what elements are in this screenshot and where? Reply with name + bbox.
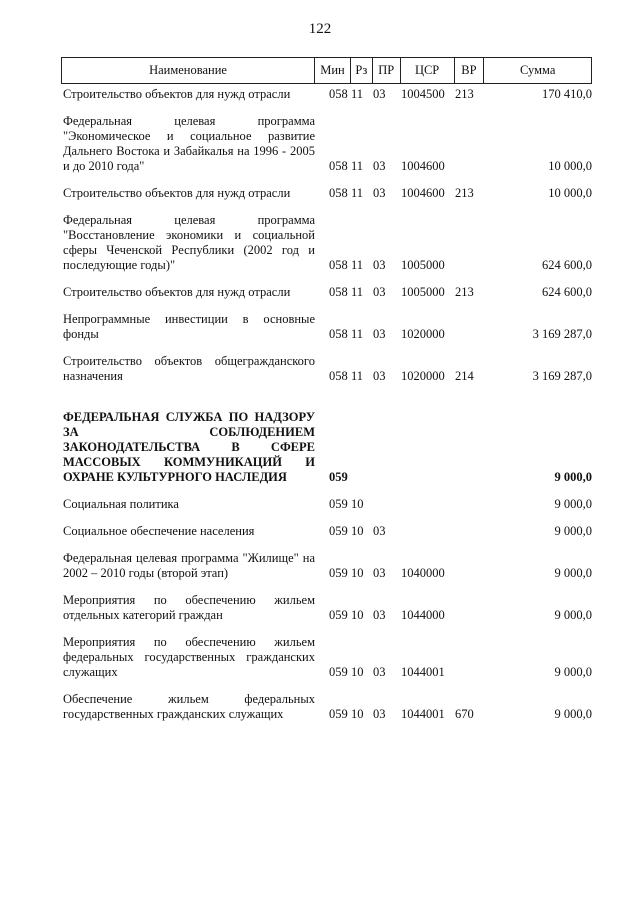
cell-name: Федеральная целевая программа "Восстановление экономики и социальной сферы Чеченской Республики (2002 год и последующие годы)": [63, 213, 315, 272]
cell-name: Обеспечение жильем федеральных государственных гражданских служащих: [63, 692, 315, 721]
header-rz: Рз: [351, 58, 373, 83]
cell-name: Непрограммные инвестиции в основные фонды: [63, 312, 315, 341]
cell-pr: 03: [373, 608, 386, 622]
cell-rz: 11: [351, 369, 364, 383]
cell-pr: 03: [373, 327, 386, 341]
cell-csr: 1044001: [401, 665, 445, 679]
section-gap: [61, 396, 592, 410]
cell-rz: 10: [351, 497, 364, 511]
cell-sum: 10 000,0: [548, 186, 592, 200]
cell-vr: 670: [455, 707, 474, 721]
cell-pr: 03: [373, 369, 386, 383]
cell-sum: 9 000,0: [554, 470, 592, 484]
cell-rz: 11: [351, 186, 364, 200]
header-min: Мин: [315, 58, 351, 83]
cell-min: 058: [329, 186, 348, 200]
cell-name: Мероприятия по обеспечению жильем федеральных государственных гражданских служащих: [63, 635, 315, 679]
header-sum: Сумма: [519, 63, 556, 77]
table-row-section-heading: [61, 410, 592, 485]
header-name: Наименование: [62, 58, 315, 83]
cell-sum: 9 000,0: [554, 707, 592, 721]
table-row: [61, 186, 592, 201]
cell-pr: 03: [373, 524, 386, 538]
cell-csr: 1044001: [401, 707, 445, 721]
cell-pr: 03: [373, 665, 386, 679]
table-row: [61, 593, 592, 623]
table-row: [61, 497, 592, 512]
cell-rz: 10: [351, 524, 364, 538]
table-row: [61, 635, 592, 680]
cell-sum: 9 000,0: [554, 566, 592, 580]
table-row: [61, 354, 592, 384]
header-vr: ВР: [455, 58, 485, 83]
page-number: 122: [308, 21, 332, 37]
cell-sum: 10 000,0: [548, 159, 592, 173]
cell-pr: 03: [373, 87, 386, 101]
cell-name: Мероприятия по обеспечению жильем отдельных категорий граждан: [63, 593, 315, 622]
cell-pr: 03: [373, 566, 386, 580]
cell-sum: 170 410,0: [542, 87, 592, 101]
cell-rz: 11: [351, 285, 364, 299]
cell-min: 058: [329, 87, 348, 101]
cell-sum: 9 000,0: [554, 608, 592, 622]
cell-sum: 9 000,0: [554, 524, 592, 538]
cell-rz: 10: [351, 566, 364, 580]
cell-min: 059: [329, 707, 348, 721]
cell-rz: 10: [351, 707, 364, 721]
cell-sum: 3 169 287,0: [532, 327, 592, 341]
cell-name: Социальное обеспечение населения: [63, 524, 255, 538]
cell-csr: 1020000: [401, 369, 445, 383]
table-row: [61, 213, 592, 273]
cell-rz: 10: [351, 608, 364, 622]
cell-csr: 1004600: [401, 159, 445, 173]
cell-min: 058: [329, 285, 348, 299]
cell-rz: 11: [351, 87, 364, 101]
cell-sum: 3 169 287,0: [532, 369, 592, 383]
cell-pr: 03: [373, 285, 386, 299]
cell-name: Строительство объектов для нужд отрасли: [63, 87, 291, 101]
cell-csr: 1005000: [401, 285, 445, 299]
cell-min: 059: [329, 665, 348, 679]
cell-name: ФЕДЕРАЛЬНАЯ СЛУЖБА ПО НАДЗОРУ ЗА СОБЛЮДЕНИЕМ ЗАКОНОДАТЕЛЬСТВА В СФЕРЕ МАССОВЫХ КОММУНИКАЦИЙ И ОХРАНЕ КУЛЬТУРНОГО НАСЛЕДИЯ: [63, 410, 315, 484]
cell-name: Социальная политика: [63, 497, 179, 511]
cell-min: 059: [329, 470, 348, 484]
cell-min: 059: [329, 524, 348, 538]
cell-pr: 03: [373, 258, 386, 272]
budget-table-body: [61, 87, 592, 734]
cell-name: Федеральная целевая программа "Экономическое и социальное развитие Дальнего Востока и Забайкалья на 1996 - 2005 и до 2010 года": [63, 114, 315, 173]
header-csr: ЦСР: [401, 58, 455, 83]
table-row: [61, 114, 592, 174]
table-header: [61, 57, 592, 84]
cell-sum: 624 600,0: [542, 258, 592, 272]
cell-rz: 11: [351, 258, 364, 272]
cell-pr: 03: [373, 159, 386, 173]
table-row: [61, 285, 592, 300]
cell-name: Строительство объектов общегражданского назначения: [63, 354, 315, 383]
cell-csr: 1005000: [401, 258, 445, 272]
cell-min: 058: [329, 327, 348, 341]
cell-rz: 10: [351, 665, 364, 679]
cell-vr: 213: [455, 186, 474, 200]
cell-min: 058: [329, 258, 348, 272]
cell-min: 058: [329, 369, 348, 383]
cell-min: 059: [329, 608, 348, 622]
cell-rz: 11: [351, 159, 364, 173]
cell-pr: 03: [373, 186, 386, 200]
cell-name: Строительство объектов для нужд отрасли: [63, 186, 291, 200]
cell-vr: 213: [455, 87, 474, 101]
cell-csr: 1004600: [401, 186, 445, 200]
header-pr: ПР: [373, 58, 401, 83]
cell-rz: 11: [351, 327, 364, 341]
cell-csr: 1044000: [401, 608, 445, 622]
cell-csr: 1004500: [401, 87, 445, 101]
table-row: [61, 312, 592, 342]
cell-sum: 624 600,0: [542, 285, 592, 299]
cell-csr: 1040000: [401, 566, 445, 580]
cell-vr: 213: [455, 285, 474, 299]
table-row: [61, 692, 592, 722]
cell-pr: 03: [373, 707, 386, 721]
table-row: [61, 87, 592, 102]
cell-name: Федеральная целевая программа "Жилище" на 2002 – 2010 годы (второй этап): [63, 551, 315, 580]
cell-min: 058: [329, 159, 348, 173]
cell-name: Строительство объектов для нужд отрасли: [63, 285, 291, 299]
cell-csr: 1020000: [401, 327, 445, 341]
cell-sum: 9 000,0: [554, 497, 592, 511]
cell-min: 059: [329, 566, 348, 580]
cell-vr: 214: [455, 369, 474, 383]
cell-min: 059: [329, 497, 348, 511]
cell-sum: 9 000,0: [554, 665, 592, 679]
table-row: [61, 551, 592, 581]
table-row: [61, 524, 592, 539]
